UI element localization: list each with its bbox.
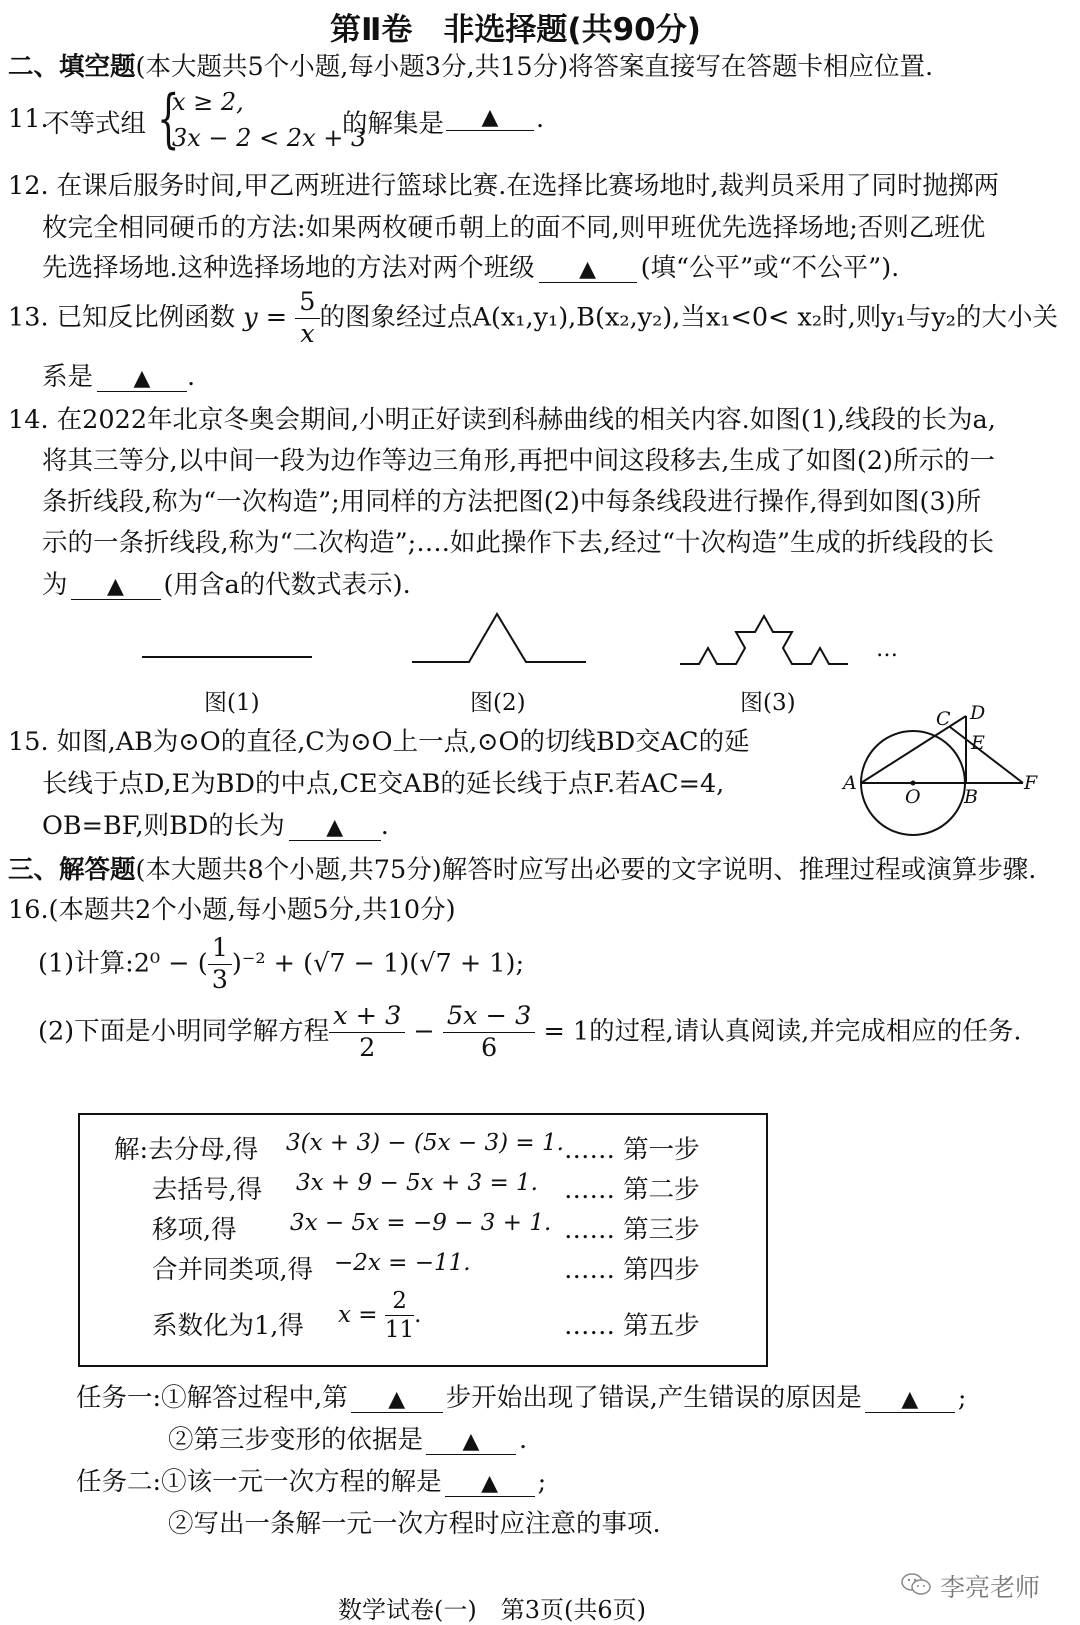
q11-brace: {: [157, 82, 180, 156]
q16-p2-minus: −: [413, 1016, 435, 1047]
q16-p2-text-b: = 1的过程,请认真阅读,并完成相应的任务.: [543, 1016, 1022, 1047]
section-3-title: 三、解答题: [8, 855, 136, 885]
q15-line-1: 15. 如图,AB为⊙O的直径,C为⊙O上一点,⊙O的切线BD交AC的延: [8, 727, 750, 757]
label-A: A: [843, 772, 857, 794]
q13-y: y =: [243, 302, 288, 333]
task2-text-a: 任务二:①该一元一次方程的解是: [76, 1467, 442, 1497]
solution-step-5: 系数化为1,得: [152, 1311, 304, 1341]
q15-end: .: [380, 811, 389, 841]
q16-p1-fraction: $\frac{1}{3}$: [208, 936, 232, 993]
wechat-icon: [900, 1572, 932, 1596]
q12-hint: (填“公平”或“不公平”).: [640, 253, 900, 283]
koch-dots: …: [876, 637, 898, 662]
q15-answer-blank[interactable]: ▲: [289, 814, 381, 841]
q13-text-b: 的图象经过点A(x₁,y₁),B(x₂,y₂),当x₁<0< x₂时,则y₁与y₂的大小关: [319, 302, 1058, 333]
q16-p2-text-a: (2)下面是小明同学解方程: [38, 1016, 330, 1047]
task1-text-b: 步开始出现了错误,产生错误的原因是: [445, 1383, 862, 1413]
q13-fraction: $\frac{5}{x}$: [295, 290, 319, 347]
q16-p1-text-a: (1)计算:2⁰ − (: [38, 948, 208, 979]
q14-text-b: (用含a的代数式表示).: [163, 570, 411, 600]
q15-text: OB=BF,则BD的长为: [42, 811, 285, 841]
label-O: O: [905, 786, 921, 808]
solution-step-num-5: …… 第五步: [564, 1311, 700, 1341]
solution-step-1: 解:去分母,得: [114, 1135, 259, 1165]
q15-line-3: [42, 806, 389, 842]
q11-answer-blank[interactable]: ▲: [446, 104, 534, 131]
section-2-desc: (本大题共5个小题,每小题3分,共15分)将答案直接写在答题卡相应位置.: [135, 52, 934, 82]
solution-step-num-4: …… 第四步: [564, 1255, 700, 1285]
section-3-heading: [8, 850, 1036, 886]
segment-cf: [950, 727, 1023, 783]
q14-text-a: 为: [42, 570, 68, 600]
q12-answer-blank[interactable]: ▲: [539, 256, 637, 283]
task-1-line-2: [168, 1420, 527, 1456]
task1-reason-blank[interactable]: ▲: [865, 1386, 955, 1413]
section-2-heading: [8, 47, 933, 83]
q12-line-1: 12. 在课后服务时间,甲乙两班进行篮球比赛.在选择比赛场地时,裁判员采用了同时抛掷两: [8, 171, 999, 201]
q16-part-1: [38, 933, 525, 995]
fig-1-caption: 图(1): [204, 690, 260, 716]
section-3-desc: (本大题共8个小题,共75分)解答时应写出必要的文字说明、推理过程或演算步骤.: [135, 855, 1037, 885]
solution-eq-1: 3(x + 3) − (5x − 3) = 1.: [286, 1130, 564, 1156]
label-E: E: [971, 732, 985, 754]
q16-part-2: [38, 1001, 1022, 1063]
task1-text-a: 任务一:①解答过程中,第: [76, 1383, 348, 1413]
solution-step-2: 去括号,得: [152, 1175, 263, 1205]
task1-text-d: ②第三步变形的依据是: [168, 1425, 424, 1455]
q13-answer-blank[interactable]: ▲: [97, 365, 187, 392]
q14-line-1: 14. 在2022年北京冬奥会期间,小明正好读到科赫曲线的相关内容.如图(1),线段的长为a,: [8, 405, 996, 435]
koch-fig-3-polyline: [680, 616, 848, 664]
solution-final-fraction: $\frac{2}{11}$: [384, 1288, 415, 1343]
task1-text-e: .: [519, 1425, 528, 1455]
label-C: C: [936, 708, 951, 730]
q11-suffix: 的解集是: [342, 109, 445, 139]
point-o: [911, 781, 916, 786]
q11-ineq-1: x ≥ 2,: [172, 88, 244, 116]
q14-line-3: 条折线段,称为“一次构造”;用同样的方法把图(2)中每条线段进行操作,得到如图(3)所: [42, 487, 982, 517]
task-2-line-1: [76, 1462, 546, 1498]
solution-eq-4: −2x = −11.: [334, 1250, 471, 1276]
q13-text-c: 系是: [42, 362, 94, 392]
q13-text-a: 13. 已知反比例函数: [8, 302, 236, 333]
task1-basis-blank[interactable]: ▲: [426, 1428, 516, 1455]
watermark-text: 李亮老师: [940, 1573, 1041, 1602]
q12-line-2: 枚完全相同硬币的方法:如果两枚硬币朝上的面不同,则甲班优先选择场地;否则乙班优: [42, 213, 986, 243]
label-B: B: [964, 786, 978, 808]
solution-step-num-1: …… 第一步: [564, 1135, 700, 1165]
label-D: D: [970, 702, 986, 724]
fig-3-caption: 图(3): [740, 690, 796, 716]
solution-step-num-3: …… 第三步: [564, 1215, 700, 1245]
q16-p2-fraction-2: $\frac{5x - 3}{6}$: [443, 1004, 535, 1061]
q11-ineq-2: 3x − 2 < 2x + 3: [172, 124, 367, 152]
q13-end: .: [187, 362, 196, 392]
q11-number: 11.: [8, 104, 49, 134]
solution-step-3: 移项,得: [152, 1215, 237, 1245]
task1-step-blank[interactable]: ▲: [351, 1386, 443, 1413]
q13-line-2: [42, 357, 195, 393]
page-title: 第Ⅱ卷 非选择题(共90分): [330, 12, 701, 48]
q11-end: .: [536, 104, 545, 134]
q16-p2-fraction-1: $\frac{x + 3}{2}$: [329, 1004, 405, 1061]
q16-p1-text-b: )⁻² + (√7 − 1)(√7 + 1);: [231, 948, 525, 979]
page-footer: 数学试卷(一) 第3页(共6页): [338, 1596, 646, 1624]
q15-line-2: 长线于点D,E为BD的中点,CE交AB的延长线于点F.若AC=4,: [42, 769, 725, 799]
q13-line-1: [8, 287, 1058, 349]
solution-eq-5: x = $\frac{2}{11}$ .: [338, 1288, 422, 1343]
task-2-line-2: ②写出一条解一元一次方程时应注意的事项.: [168, 1509, 661, 1539]
task2-text-b: ;: [537, 1467, 547, 1497]
solution-eq-2: 3x + 9 − 5x + 3 = 1.: [296, 1170, 538, 1196]
q14-answer-blank[interactable]: ▲: [71, 573, 161, 600]
task-1-line-1: [76, 1378, 966, 1414]
koch-figures: [0, 600, 1080, 670]
task2-solution-blank[interactable]: ▲: [445, 1470, 535, 1497]
task1-text-c: ;: [957, 1383, 967, 1413]
q16-heading: 16.(本题共2个小题,每小题5分,共10分): [8, 895, 456, 925]
q12-line-3: [42, 248, 899, 284]
q12-text: 先选择场地.这种选择场地的方法对两个班级: [42, 253, 535, 283]
solution-step-num-2: …… 第二步: [564, 1175, 700, 1205]
q14-line-4: 示的一条折线段,称为“二次构造”;….如此操作下去,经过“十次构造”生成的折线段的长: [42, 528, 995, 558]
section-2-title: 二、填空题: [8, 52, 136, 82]
label-F: F: [1024, 772, 1038, 794]
koch-fig-2-polyline: [412, 614, 586, 662]
q14-line-2: 将其三等分,以中间一段为边作等边三角形,再把中间这段移去,生成了如图(2)所示的一: [42, 446, 995, 476]
q11-prefix: 不等式组: [44, 109, 147, 139]
q14-line-5: [42, 565, 411, 601]
solution-eq-3: 3x − 5x = −9 − 3 + 1.: [290, 1210, 552, 1236]
fig-2-caption: 图(2): [470, 690, 526, 716]
solution-step-4: 合并同类项,得: [152, 1255, 314, 1285]
